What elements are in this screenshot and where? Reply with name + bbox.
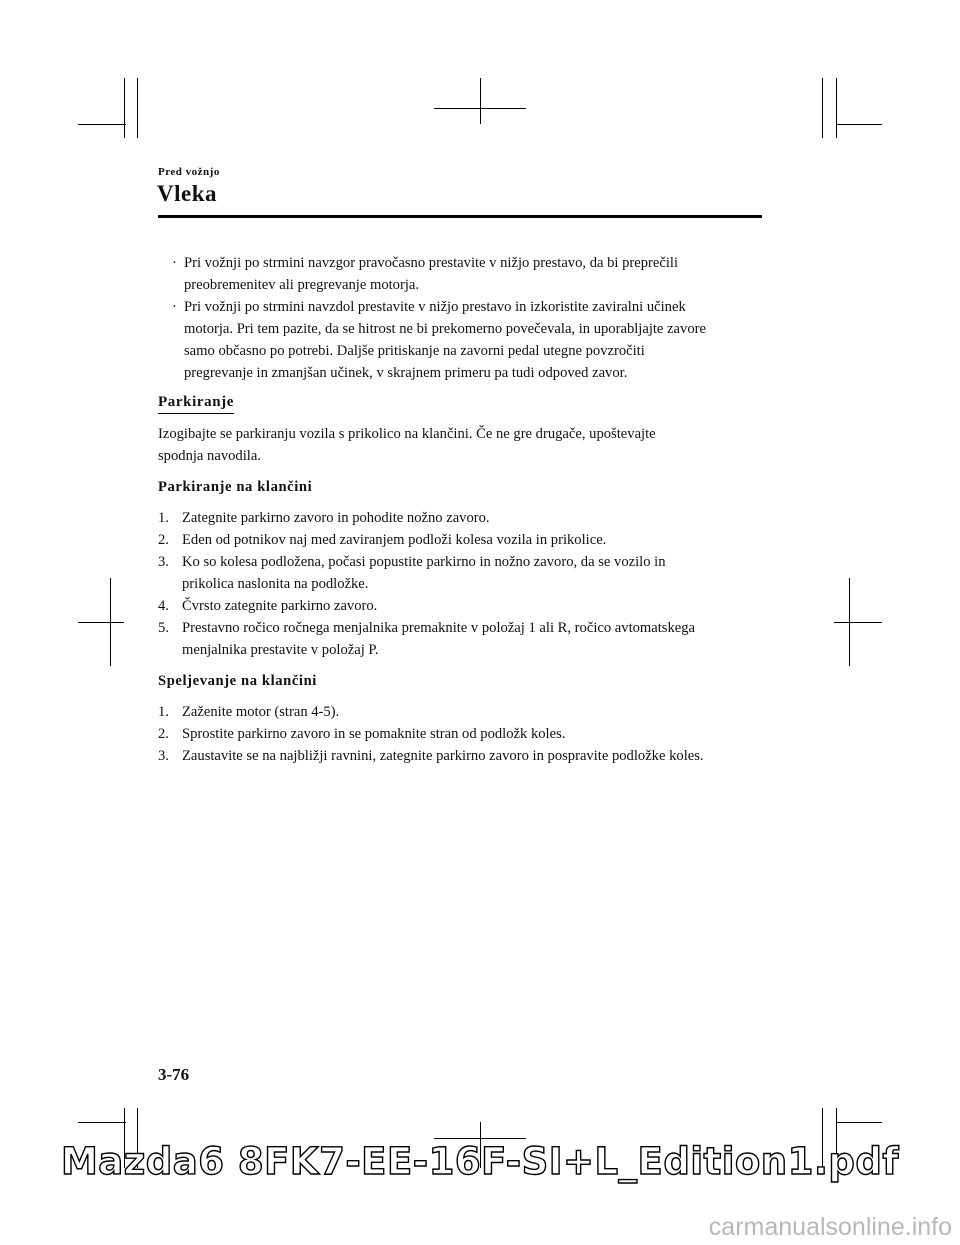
step-line: Sprostite parkirno zavoro in se pomaknite stran od podložk koles. xyxy=(182,726,566,742)
list-item xyxy=(158,529,768,551)
bullet-line: motorja. Pri tem pazite, da se hitrost ne bi prekomerno povečevala, in uporabljajte zavore xyxy=(184,321,706,337)
step-line: menjalnika prestavite v položaj P. xyxy=(182,642,379,658)
slope-start-steps xyxy=(158,701,768,767)
list-item xyxy=(158,701,768,723)
step-line: Zaženite motor (stran 4-5). xyxy=(182,704,340,720)
subheading-slope-start: Speljevanje na klančini xyxy=(158,673,317,689)
step-line: Ko so kolesa podložena, počasi popustite parkirno in nožno zavoro, da se vozilo in xyxy=(182,554,666,570)
step-number: 1. xyxy=(158,510,169,526)
footer-filename: Mazda6 8FK7-EE-16F-SI+L_Edition1.pdf xyxy=(60,1140,900,1183)
bullet-line: samo občasno po potrebi. Daljše pritiskanje na zavorni pedal utegne povzročiti xyxy=(184,343,645,359)
bullet-item xyxy=(158,252,768,296)
step-number: 5. xyxy=(158,620,169,636)
step-line: Eden od potnikov naj med zaviranjem podloži kolesa vozila in prikolice. xyxy=(182,532,607,548)
running-header: Pred vožnjo xyxy=(158,166,220,178)
page-number: 3-76 xyxy=(158,1065,190,1084)
list-item xyxy=(158,595,768,617)
list-item xyxy=(158,617,768,661)
bullet-line: Pri vožnji po strmini navzdol prestavite v nižjo prestavo in izkoristite zaviralni učinek xyxy=(184,299,686,315)
step-number: 3. xyxy=(158,554,169,570)
list-item xyxy=(158,507,768,529)
step-number: 2. xyxy=(158,532,169,548)
list-item xyxy=(158,551,768,595)
step-number: 3. xyxy=(158,748,169,764)
step-number: 4. xyxy=(158,598,169,614)
list-item xyxy=(158,745,768,767)
step-line: Zaustavite se na najbližji ravnini, zategnite parkirno zavoro in pospravite podložke koles. xyxy=(182,748,704,764)
section-heading-parking: Parkiranje xyxy=(158,392,234,414)
list-item xyxy=(158,723,768,745)
title-rule xyxy=(158,215,762,218)
step-line: prikolica naslonita na podložke. xyxy=(182,576,369,592)
step-line: Čvrsto zategnite parkirno zavoro. xyxy=(182,598,378,614)
step-number: 2. xyxy=(158,726,169,742)
slope-parking-steps xyxy=(158,507,768,661)
intro-line: Izogibajte se parkiranju vozila s prikolico na klančini. Če ne gre drugače, upoštevajte xyxy=(158,426,656,442)
bullet-line: pregrevanje in zmanjšan učinek, v skrajnem primeru pa tudi odpoved zavor. xyxy=(184,365,628,381)
page-title: Vleka xyxy=(157,181,217,206)
subheading-slope-parking: Parkiranje na klančini xyxy=(158,479,313,495)
bullet-dot: · xyxy=(172,299,177,315)
step-line: Zategnite parkirno zavoro in pohodite nožno zavoro. xyxy=(182,510,490,526)
body-text xyxy=(158,252,768,767)
step-line: Prestavno ročico ročnega menjalnika premaknite v položaj 1 ali R, ročico avtomatskega xyxy=(182,620,696,636)
bullet-line: Pri vožnji po strmini navzgor pravočasno prestavite v nižjo prestavo, da bi preprečili xyxy=(184,255,679,271)
watermark: carmanualsonline.info xyxy=(708,1213,952,1241)
bullet-item xyxy=(158,296,768,384)
bullet-dot: · xyxy=(172,255,177,271)
bullet-line: preobremenitev ali pregrevanje motorja. xyxy=(184,277,420,293)
parking-intro xyxy=(158,423,768,467)
intro-line: spodnja navodila. xyxy=(158,448,261,464)
step-number: 1. xyxy=(158,704,169,720)
